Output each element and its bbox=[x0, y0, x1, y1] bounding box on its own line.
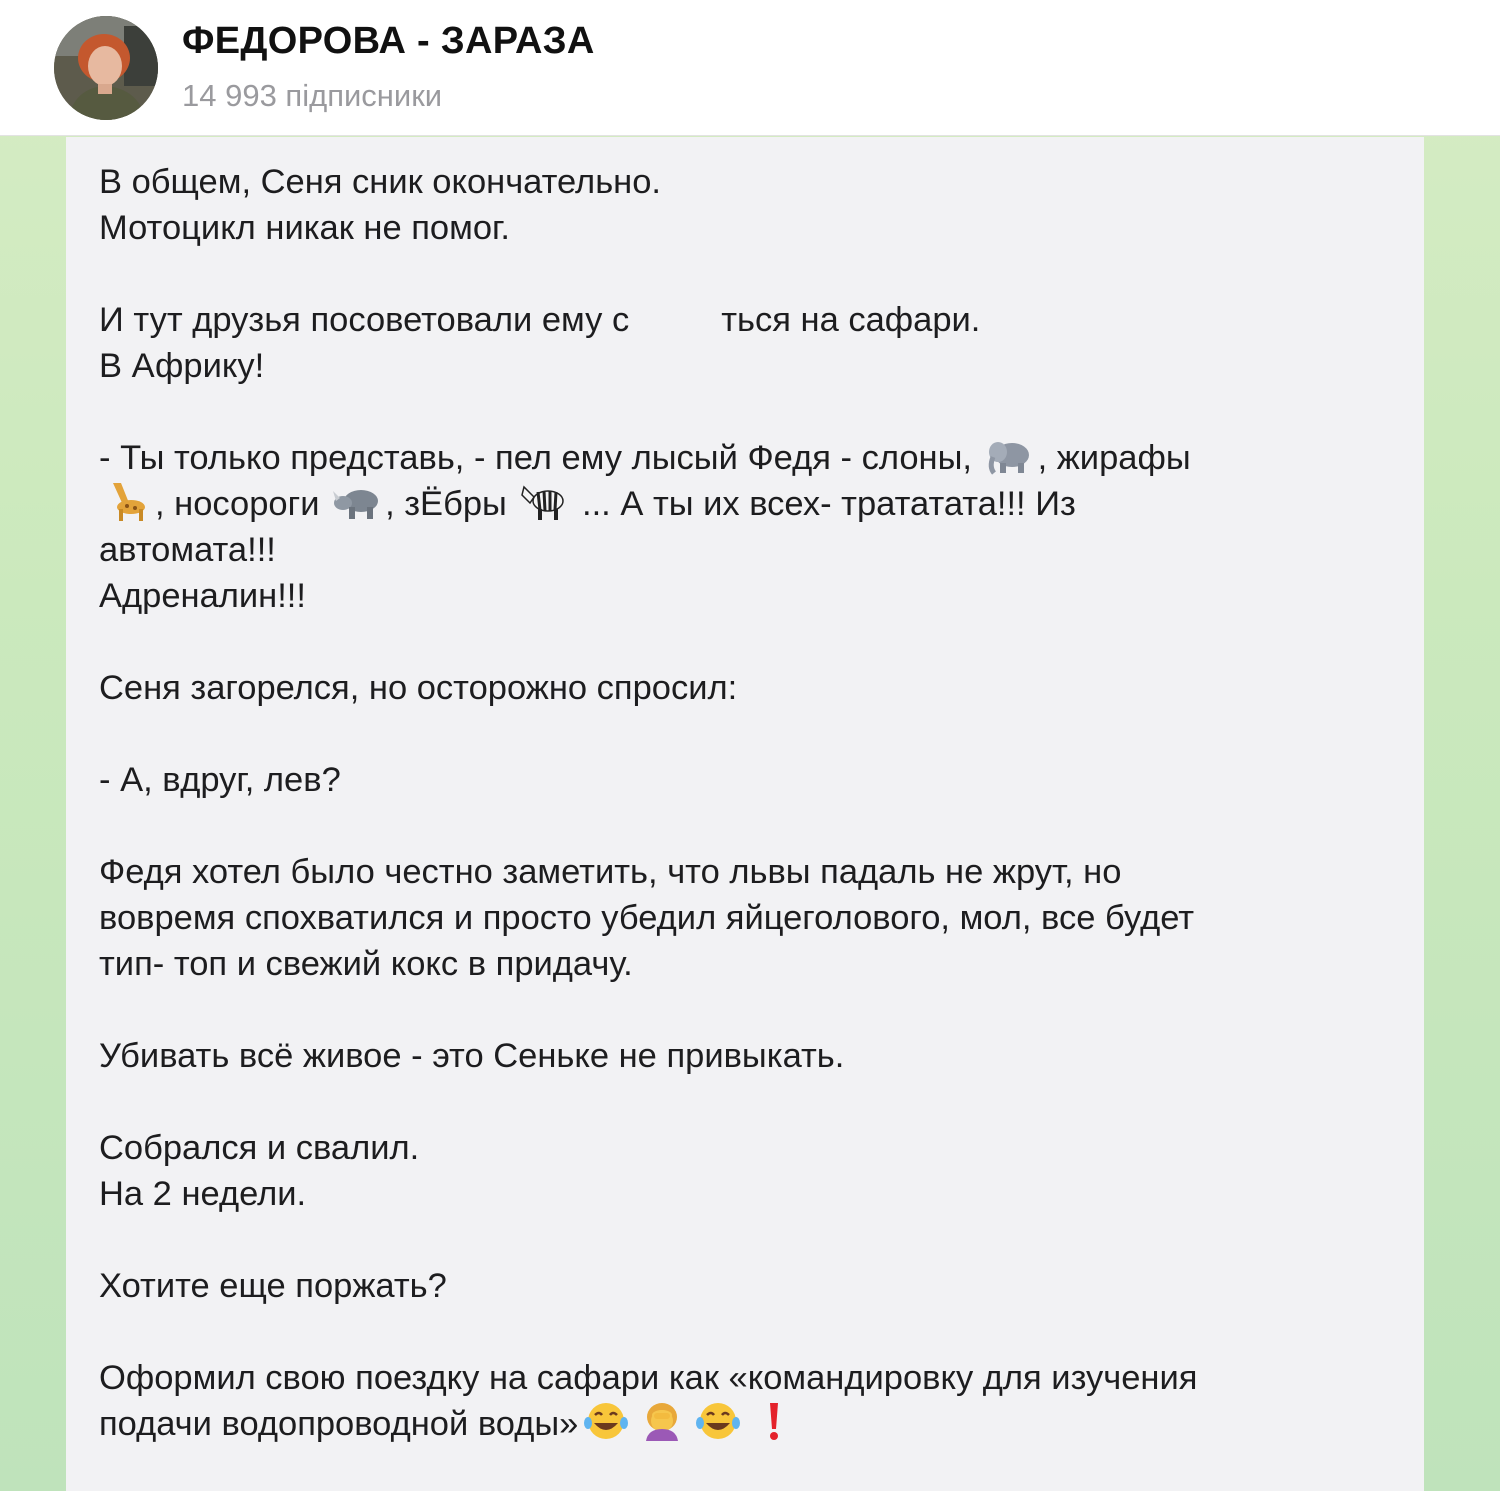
message-line: Сеня загорелся, но осторожно спросил: bbox=[99, 669, 738, 707]
message-line: Убивать всё живое - это Сеньке не привыкать. bbox=[99, 1037, 845, 1075]
message-line: На 2 недели. bbox=[99, 1175, 307, 1213]
message-line: В общем, Сеня сник окончательно. bbox=[99, 163, 661, 201]
redacted-area bbox=[629, 307, 721, 337]
message-line: Адреналин!!! bbox=[99, 577, 306, 615]
giraffe-icon bbox=[103, 481, 151, 521]
message-line: , носороги , зЁбры ... А ты их всех- трататата!!! Из bbox=[99, 481, 1392, 527]
channel-title[interactable]: ФЕДОРОВА - ЗАРАЗА bbox=[182, 20, 595, 62]
laughing-tears-icon bbox=[694, 1401, 742, 1441]
zebra-icon bbox=[520, 481, 568, 521]
message-line: Мотоцикл никак не помог. bbox=[99, 209, 510, 247]
message-line: автомата!!! bbox=[99, 531, 276, 569]
message-line: тип- топ и свежий кокс в придачу. bbox=[99, 945, 633, 983]
channel-avatar[interactable] bbox=[54, 16, 158, 120]
facepalm-woman-icon bbox=[638, 1401, 686, 1441]
message-line: - А, вдруг, лев? bbox=[99, 761, 341, 799]
rhino-icon bbox=[333, 481, 381, 521]
message-line: Хотите еще поржать? bbox=[99, 1267, 447, 1305]
message-line: вовремя спохватился и просто убедил яйцеголового, мол, все будет bbox=[99, 899, 1195, 937]
message-line: - Ты только представь, - пел ему лысый Федя - слоны, , жирафы bbox=[99, 435, 1392, 481]
message-line: В Африку! bbox=[99, 347, 265, 385]
elephant-icon bbox=[986, 435, 1034, 475]
message-line: Собрался и свалил. bbox=[99, 1129, 420, 1167]
message-bubble bbox=[66, 137, 1424, 1491]
laughing-tears-icon bbox=[582, 1401, 630, 1441]
red-exclamation-icon bbox=[750, 1401, 798, 1441]
message-line: И тут друзья посоветовали ему с ться на сафари. bbox=[99, 301, 981, 339]
channel-header bbox=[0, 0, 1500, 136]
message-line: Оформил свою поездку на сафари как «командировку для изучения bbox=[99, 1359, 1198, 1397]
message-text bbox=[99, 159, 1392, 1447]
subscriber-count: 14 993 підписники bbox=[182, 78, 443, 113]
message-line: подачи водопроводной воды» bbox=[99, 1401, 1392, 1447]
message-line: Федя хотел было честно заметить, что львы падаль не жрут, но bbox=[99, 853, 1122, 891]
